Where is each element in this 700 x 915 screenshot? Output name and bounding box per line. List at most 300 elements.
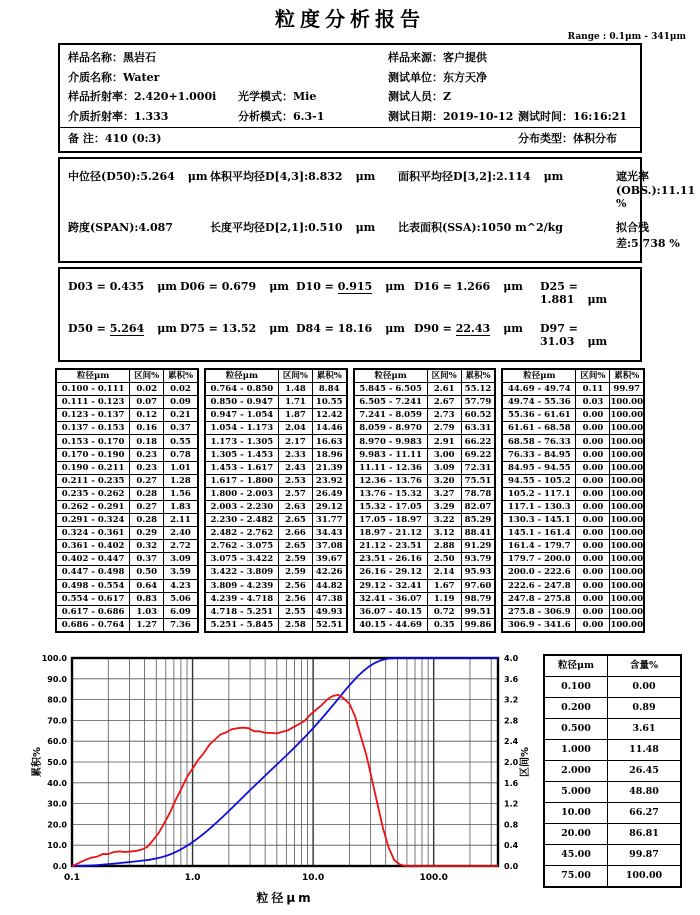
table-cell: 0.00 (576, 553, 610, 566)
table-cell: 1.03 (130, 605, 164, 618)
table-cell: 2.762 - 3.075 (205, 540, 279, 553)
d-value-number: 0.435 (109, 280, 145, 293)
table-cell: 17.05 - 18.97 (354, 514, 428, 527)
table-cell: 8.84 (312, 383, 346, 396)
table-row (502, 527, 644, 540)
table-cell: 100.00 (610, 488, 643, 499)
table-cell: 100.00 (610, 567, 643, 578)
d-value-unit: μm (587, 293, 608, 306)
field-sample-source: 样品来源：客户提供 (388, 51, 487, 64)
table-cell: 21.39 (312, 461, 346, 474)
right-axis-tick: 2.8 (504, 716, 519, 726)
stat-text: 比表面积(SSA):1050 m^2/kg (398, 221, 563, 234)
right-axis-tick: 2.0 (504, 757, 519, 767)
left-axis-label: 累积% (32, 746, 43, 777)
table-row (502, 461, 644, 474)
field-sample-name: 样品名称：黑岩石 (68, 51, 156, 64)
table-cell: 0.00 (576, 409, 610, 422)
table-cell: 0.23 (130, 448, 164, 461)
table-cell: 2.88 (427, 540, 461, 553)
table-cell: 99.87 (608, 844, 682, 865)
table-cell: 0.02 (130, 383, 164, 396)
table-cell: 200.0 - 222.6 (502, 566, 576, 579)
table-cell: 10.00 (544, 802, 608, 823)
table-row (205, 383, 347, 396)
table-cell: 2.65 (278, 540, 312, 553)
table-cell: 78.78 (461, 487, 495, 500)
d-value-item (414, 280, 540, 306)
table-row (544, 760, 681, 781)
table-cell: 18.97 - 21.12 (354, 527, 428, 540)
table-cell: 100.00 (610, 515, 643, 526)
table-cell: 306.9 - 341.6 (502, 618, 576, 632)
summary-stats-box (58, 157, 696, 263)
table-row (205, 579, 347, 592)
field-optical-mode: 光学模式：Mie (238, 90, 317, 103)
table-header-cell: 粒径μm (205, 369, 279, 383)
stat-item (616, 219, 695, 251)
table-cell: 1.305 - 1.453 (205, 448, 279, 461)
field-medium-ri: 介质折射率：1.333 (68, 109, 169, 123)
field-test-time: 测试时间：16:16:21 (518, 109, 628, 123)
table-cell: 0.617 - 0.686 (56, 605, 130, 618)
d-value-label: D75 = (180, 322, 222, 335)
stat-unit: μm (543, 170, 564, 183)
table-cell: 145.1 - 161.4 (502, 527, 576, 540)
d-value-label: D84 = (296, 322, 338, 335)
table-cell: 100.00 (610, 462, 643, 473)
table-row (354, 592, 496, 605)
table-row (56, 487, 198, 500)
table-header-cell: 区间% (130, 369, 164, 383)
table-cell: 36.07 - 40.15 (354, 605, 428, 618)
table-cell: 26.49 (312, 487, 346, 500)
table-cell: 60.52 (461, 409, 495, 422)
table-cell: 16.63 (312, 435, 346, 448)
table-row (205, 474, 347, 487)
table-cell: 5.251 - 5.845 (205, 618, 279, 632)
table-cell: 26.45 (608, 760, 682, 781)
left-axis-tick: 0.0 (52, 861, 67, 871)
table-cell: 3.59 (164, 566, 198, 579)
table-row (56, 461, 198, 474)
table-cell: 57.79 (461, 396, 495, 409)
table-cell: 0.190 - 0.211 (56, 461, 130, 474)
d-value-unit: μm (269, 280, 289, 293)
table-row (544, 802, 681, 823)
table-cell: 0.00 (576, 474, 610, 487)
table-cell: 69.22 (461, 448, 495, 461)
table-cell: 0.28 (130, 487, 164, 500)
table-cell: 0.00 (576, 461, 610, 474)
table-cell: 32.41 - 36.07 (354, 592, 428, 605)
table-cell: 0.324 - 0.361 (56, 527, 130, 540)
table-row (205, 487, 347, 500)
table-row (56, 527, 198, 540)
table-row (205, 605, 347, 618)
table-cell: 3.00 (427, 448, 461, 461)
d-value-unit: μm (385, 280, 405, 293)
d-value-label: D25 = (540, 280, 578, 293)
table-cell: 97.60 (461, 579, 495, 592)
d-value-number: 31.03 (540, 335, 575, 348)
table-row (205, 448, 347, 461)
table-row (56, 579, 198, 592)
table-cell: 0.00 (608, 676, 682, 697)
field-medium-name: 介质名称：Water (68, 70, 160, 84)
d-value-number: 5.264 (109, 322, 145, 335)
table-row (502, 448, 644, 461)
stat-text: 中位径(D50):5.264 (68, 170, 175, 183)
d-value-number: 0.915 (337, 280, 373, 293)
table-row (502, 474, 644, 487)
table-cell: 88.41 (461, 527, 495, 540)
field-analysis-mode: 分析模式：6.3-1 (238, 109, 325, 123)
table-cell: 0.686 - 0.764 (56, 618, 130, 632)
table-row (56, 605, 198, 618)
table-cell: 0.211 - 0.235 (56, 474, 130, 487)
d-value-unit: μm (157, 280, 177, 293)
table-header-row (502, 369, 644, 383)
d-value-unit: μm (269, 322, 289, 335)
table-cell: 95.93 (461, 566, 495, 579)
table-cell: 0.16 (130, 422, 164, 435)
table-header-row (354, 369, 496, 383)
table-cell: 2.79 (427, 422, 461, 435)
table-cell: 91.29 (461, 540, 495, 553)
table-cell: 20.00 (544, 823, 608, 844)
distribution-table (353, 368, 497, 633)
right-axis-tick: 4.0 (504, 653, 519, 663)
stat-unit: μm (355, 221, 376, 234)
d-value-label: D16 = (414, 280, 456, 293)
left-axis-tick: 20.0 (47, 820, 67, 830)
table-cell: 0.100 (544, 676, 608, 697)
table-cell: 4.239 - 4.718 (205, 592, 279, 605)
left-axis-tick: 70.0 (47, 716, 67, 726)
table-cell: 98.79 (461, 592, 495, 605)
table-cell: 9.983 - 11.11 (354, 448, 428, 461)
table-row (544, 739, 681, 760)
table-row (56, 448, 198, 461)
table-cell: 0.00 (576, 579, 610, 592)
table-cell: 5.06 (164, 592, 198, 605)
table-row (354, 461, 496, 474)
table-cell: 39.67 (312, 553, 346, 566)
table-row (502, 579, 644, 592)
table-cell: 52.51 (312, 618, 346, 632)
remark-row (60, 127, 640, 151)
table-row (502, 540, 644, 553)
table-row (354, 579, 496, 592)
table-cell: 2.72 (164, 540, 198, 553)
table-cell: 0.37 (130, 553, 164, 566)
table-row (354, 540, 496, 553)
table-row (56, 396, 198, 409)
table-header-cell: 累积% (164, 369, 198, 383)
table-cell: 37.08 (312, 540, 346, 553)
table-cell: 75.00 (544, 865, 608, 887)
table-cell: 0.00 (576, 514, 610, 527)
table-cell: 3.22 (427, 514, 461, 527)
table-cell: 100.00 (608, 865, 682, 887)
right-axis-tick: 0.8 (504, 820, 519, 830)
table-header-cell: 区间% (576, 369, 610, 383)
table-cell: 86.81 (608, 823, 682, 844)
content-table-header-percent: 含量% (608, 655, 682, 677)
table-row (205, 540, 347, 553)
table-cell: 8.059 - 8.970 (354, 422, 428, 435)
table-cell: 2.04 (278, 422, 312, 435)
x-axis-label: 粒径μm (256, 890, 314, 905)
left-axis-tick: 60.0 (47, 737, 67, 747)
table-cell: 40.15 - 44.69 (354, 618, 428, 632)
table-cell: 0.02 (164, 383, 198, 396)
table-cell: 2.58 (278, 618, 312, 632)
table-cell: 0.100 - 0.111 (56, 383, 130, 396)
table-cell: 55.12 (461, 383, 495, 396)
table-cell: 49.93 (312, 605, 346, 618)
x-axis-tick: 100.0 (419, 872, 448, 883)
table-row (205, 422, 347, 435)
d-value-unit: μm (385, 322, 405, 335)
table-cell: 275.8 - 306.9 (502, 605, 576, 618)
table-row (354, 500, 496, 513)
table-cell: 75.51 (461, 474, 495, 487)
table-cell: 1.71 (278, 396, 312, 409)
d-value-label: D97 = (540, 322, 578, 335)
table-cell: 179.7 - 200.0 (502, 553, 576, 566)
table-cell: 0.09 (164, 396, 198, 409)
table-cell: 2.230 - 2.482 (205, 514, 279, 527)
d-value-number: 22.43 (455, 322, 491, 335)
stat-text: 面积平均径D[3,2]:2.114 (398, 170, 531, 183)
table-cell: 4.23 (164, 579, 198, 592)
table-header-row (205, 369, 347, 383)
table-cell: 0.00 (576, 618, 610, 632)
table-cell: 0.12 (130, 409, 164, 422)
table-row (56, 514, 198, 527)
table-cell: 1.87 (278, 409, 312, 422)
table-row (502, 383, 644, 396)
table-row (354, 618, 496, 632)
chart-section (30, 650, 700, 915)
stat-text: 遮光率(OBS.):11.11 % (616, 170, 696, 210)
table-row (56, 422, 198, 435)
left-axis-tick: 80.0 (47, 695, 67, 705)
table-cell: 0.27 (130, 500, 164, 513)
table-cell: 6.505 - 7.241 (354, 396, 428, 409)
table-row (205, 500, 347, 513)
table-cell: 2.33 (278, 448, 312, 461)
table-row (205, 592, 347, 605)
table-cell: 94.55 - 105.2 (502, 474, 576, 487)
content-table-header-size: 粒径μm (544, 655, 608, 677)
table-cell: 0.500 (544, 718, 608, 739)
table-cell: 5.845 - 6.505 (354, 383, 428, 396)
table-row (56, 474, 198, 487)
table-row (354, 422, 496, 435)
table-cell: 0.764 - 0.850 (205, 383, 279, 396)
table-row (544, 697, 681, 718)
table-cell: 13.76 - 15.32 (354, 487, 428, 500)
right-axis-tick: 0.4 (504, 841, 519, 851)
field-tester: 测试人员：Z (388, 90, 452, 103)
stat-unit: μm (187, 170, 208, 183)
right-axis-tick: 0.0 (504, 861, 519, 871)
table-row (502, 500, 644, 513)
table-cell: 100.00 (610, 541, 643, 552)
table-cell: 100.00 (610, 618, 644, 632)
d-value-label: D03 = (68, 280, 110, 293)
table-cell: 100.00 (610, 410, 643, 421)
table-row (56, 553, 198, 566)
table-cell: 1.617 - 1.800 (205, 474, 279, 487)
table-cell: 161.4 - 179.7 (502, 540, 576, 553)
table-cell: 82.07 (461, 500, 495, 513)
table-row (205, 527, 347, 540)
stat-item (398, 168, 616, 210)
table-cell: 1.173 - 1.305 (205, 435, 279, 448)
table-cell: 2.43 (278, 461, 312, 474)
table-cell: 12.42 (312, 409, 346, 422)
table-row (544, 865, 681, 887)
table-cell: 100.00 (610, 554, 643, 565)
table-cell: 23.92 (312, 474, 346, 487)
table-cell: 0.07 (130, 396, 164, 409)
table-cell: 0.850 - 0.947 (205, 396, 279, 409)
table-cell: 3.809 - 4.239 (205, 579, 279, 592)
table-cell: 0.170 - 0.190 (56, 448, 130, 461)
table-cell: 0.29 (130, 527, 164, 540)
table-cell: 99.86 (461, 618, 495, 632)
table-header-cell: 区间% (427, 369, 461, 383)
table-cell: 10.55 (312, 396, 346, 409)
table-cell: 5.000 (544, 781, 608, 802)
right-axis-tick: 2.4 (504, 737, 519, 747)
table-cell: 72.31 (461, 461, 495, 474)
field-test-org: 测试单位：东方天净 (388, 70, 487, 84)
table-cell: 48.80 (608, 781, 682, 802)
table-cell: 6.09 (164, 605, 198, 618)
stat-item (210, 219, 398, 251)
left-axis-tick: 40.0 (47, 778, 67, 788)
table-row (205, 409, 347, 422)
right-axis-tick: 1.2 (504, 799, 519, 809)
table-cell: 130.3 - 145.1 (502, 514, 576, 527)
table-cell: 0.03 (576, 396, 610, 409)
table-cell: 85.29 (461, 514, 495, 527)
table-cell: 63.31 (461, 422, 495, 435)
table-cell: 1.19 (427, 592, 461, 605)
table-cell: 0.32 (130, 540, 164, 553)
table-cell: 0.18 (130, 435, 164, 448)
table-cell: 100.00 (610, 593, 643, 604)
d-value-item (540, 280, 632, 306)
table-cell: 0.00 (576, 422, 610, 435)
sample-info-grid (60, 45, 640, 127)
table-row (502, 396, 644, 409)
d-value-item (296, 322, 414, 348)
table-cell: 55.36 - 61.61 (502, 409, 576, 422)
table-row (354, 527, 496, 540)
page-title: 粒度分析报告 (275, 7, 425, 31)
table-row (56, 409, 198, 422)
table-row (354, 566, 496, 579)
right-axis-tick: 1.6 (504, 778, 519, 788)
x-axis-tick: 10.0 (302, 872, 325, 883)
table-cell: 1.83 (164, 500, 198, 513)
table-cell: 76.33 - 84.95 (502, 448, 576, 461)
table-cell: 49.74 - 55.36 (502, 396, 576, 409)
table-cell: 100.00 (610, 423, 643, 434)
content-table-header-row (544, 655, 681, 677)
table-cell: 1.000 (544, 739, 608, 760)
table-cell: 0.89 (608, 697, 682, 718)
table-cell: 1.56 (164, 487, 198, 500)
table-cell: 2.11 (164, 514, 198, 527)
x-axis-tick: 1.0 (184, 872, 201, 883)
content-table (543, 654, 682, 888)
right-axis-label: 区间% (520, 746, 531, 777)
table-cell: 2.65 (278, 514, 312, 527)
x-axis-tick: 0.1 (64, 872, 80, 883)
table-header-cell: 区间% (278, 369, 312, 383)
left-axis-tick: 50.0 (47, 757, 67, 767)
table-cell: 42.26 (312, 566, 346, 579)
table-cell: 2.63 (278, 500, 312, 513)
table-cell: 0.361 - 0.402 (56, 540, 130, 553)
stat-text: 体积平均径D[4,3]:8.832 (210, 170, 343, 183)
table-row (544, 676, 681, 697)
table-cell: 105.2 - 117.1 (502, 487, 576, 500)
table-cell: 2.003 - 2.230 (205, 500, 279, 513)
d-value-number: 18.16 (337, 322, 373, 335)
table-cell: 1.27 (130, 618, 164, 632)
distribution-table (55, 368, 199, 633)
table-row (56, 500, 198, 513)
d-value-label: D06 = (180, 280, 222, 293)
table-cell: 0.00 (576, 448, 610, 461)
table-cell: 0.35 (427, 618, 461, 632)
table-header-cell: 累积% (610, 369, 644, 383)
table-cell: 18.96 (312, 448, 346, 461)
d-value-unit: μm (503, 322, 523, 335)
table-cell: 11.11 - 12.36 (354, 461, 428, 474)
table-cell: 29.12 - 32.41 (354, 579, 428, 592)
table-cell: 3.61 (608, 718, 682, 739)
table-header-cell: 粒径μm (502, 369, 576, 383)
sample-info-box (58, 43, 642, 153)
table-cell: 99.51 (461, 605, 495, 618)
table-cell: 100.00 (610, 580, 643, 591)
table-row (354, 409, 496, 422)
table-cell: 2.50 (427, 553, 461, 566)
table-cell: 1.67 (427, 579, 461, 592)
table-cell: 0.262 - 0.291 (56, 500, 130, 513)
table-cell: 1.453 - 1.617 (205, 461, 279, 474)
d-value-unit: μm (503, 280, 523, 293)
table-cell: 0.37 (164, 422, 198, 435)
table-cell: 4.718 - 5.251 (205, 605, 279, 618)
table-cell: 3.09 (427, 461, 461, 474)
d-values-grid (60, 269, 640, 360)
distribution-table (501, 368, 645, 633)
stat-text: 拟合残差:5.738 % (616, 221, 680, 250)
table-row (205, 618, 347, 632)
table-cell: 117.1 - 130.3 (502, 500, 576, 513)
table-header-cell: 粒径μm (354, 369, 428, 383)
